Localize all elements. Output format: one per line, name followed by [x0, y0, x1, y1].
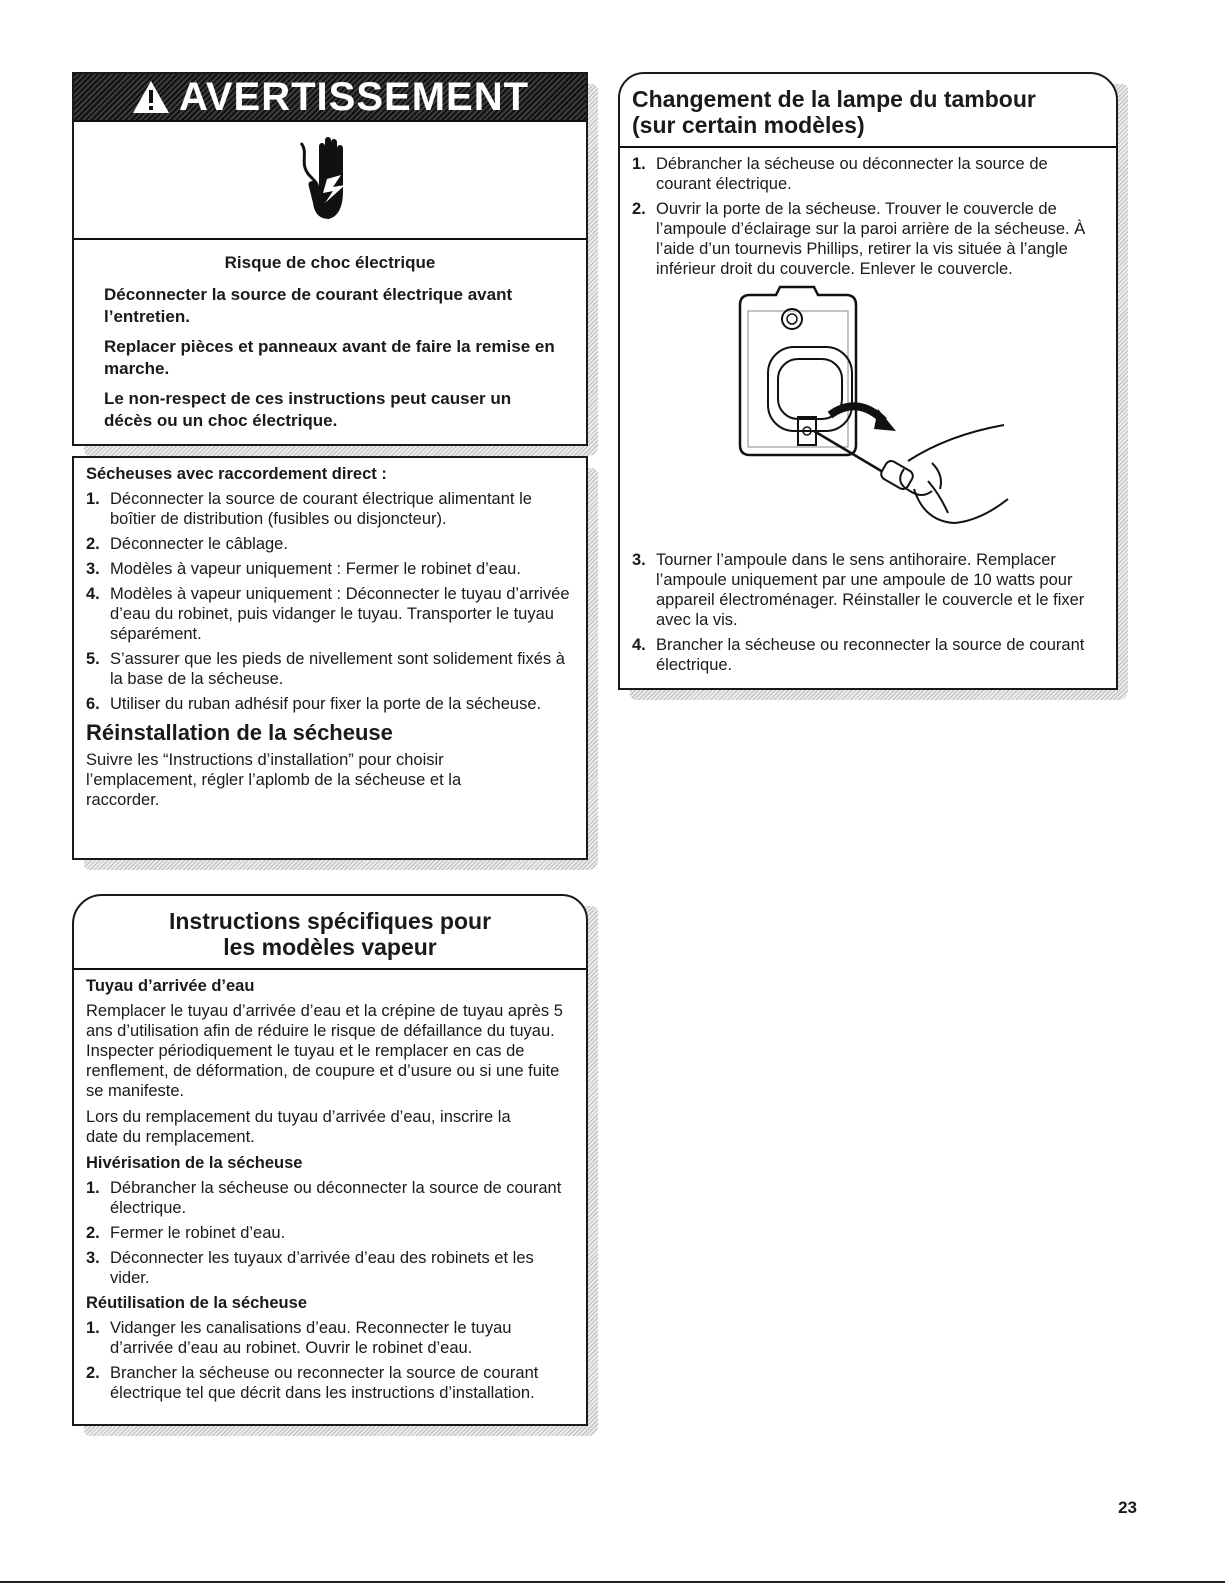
warning-banner — [74, 74, 586, 122]
reinstall-text: Suivre les “Instructions d’installation” pour choisir l’emplacement, régler l’aplomb de la sécheuse et la raccorder. — [86, 751, 462, 809]
list-item: 1. Débrancher la sécheuse ou déconnecter la source de courant électrique. — [86, 1179, 562, 1217]
warning-risk-heading: Risque de choc électrique — [224, 253, 436, 272]
warning-triangle-icon — [131, 79, 171, 115]
warning-line: Le non-respect de ces instructions peut causer un décès ou un choc électrique. — [104, 389, 512, 430]
winterize-steps — [86, 1178, 574, 1288]
direct-wired-steps — [86, 489, 574, 714]
reuse-steps — [86, 1318, 574, 1403]
list-item: 3. Déconnecter les tuyaux d’arrivée d’eau des robinets et les vider. — [86, 1249, 534, 1287]
warning-line: Déconnecter la source de courant électrique avant l’entretien. — [104, 285, 513, 326]
reuse-heading: Réutilisation de la sécheuse — [86, 1294, 307, 1312]
drum-lamp-steps-continued — [632, 550, 1104, 675]
hose-paragraph: Lors du remplacement du tuyau d’arrivée d’eau, inscrire la date du remplacement. — [86, 1108, 511, 1146]
lamp-cover-illustration — [632, 285, 1104, 540]
list-item: 1. Vidanger les canalisations d’eau. Reconnecter le tuyau d’arrivée d’eau au robinet. Ouvrir le robinet d’eau. — [86, 1319, 512, 1357]
direct-wired-box — [72, 456, 588, 860]
warning-title: AVERTISSEMENT — [178, 74, 530, 119]
list-item: 6. Utiliser du ruban adhésif pour fixer la porte de la sécheuse. — [86, 695, 542, 713]
list-item: 5. S’assurer que les pieds de nivellement sont solidement fixés à la base de la sécheuse. — [86, 650, 565, 688]
reinstall-heading: Réinstallation de la sécheuse — [86, 720, 393, 745]
warning-line: Replacer pièces et panneaux avant de faire la remise en marche. — [104, 337, 555, 378]
winterize-heading: Hivérisation de la sécheuse — [86, 1154, 303, 1172]
page-number: 23 — [1118, 1498, 1137, 1517]
steam-title: Instructions spécifiques pour les modèles vapeur — [74, 896, 586, 970]
warning-box — [72, 72, 588, 446]
hose-paragraph: Remplacer le tuyau d’arrivée d’eau et la crépine de tuyau après 5 ans d’utilisation afin de réduire le risque de défaillance du tuyau. Inspecter périodiquement le tuyau et le remplacer en cas de renflement, de déformation, de coupure et d’usure ou si une fuite se manifeste. — [86, 1002, 563, 1100]
list-item: 2. Déconnecter le câblage. — [86, 535, 288, 553]
drum-lamp-steps — [632, 154, 1104, 279]
drum-lamp-title: Changement de la lampe du tambour (sur certain modèles) — [620, 74, 1116, 148]
list-item: 2. Ouvrir la porte de la sécheuse. Trouver le couvercle de l’ampoule d’éclairage sur la paroi arrière de la sécheuse. À l’aide d’un tournevis Phillips, retirer la vis située à l’angle inférieur droit du couvercle. Enlever le couvercle. — [632, 200, 1086, 278]
list-item: 4. Modèles à vapeur uniquement : Déconnecter le tuyau d’arrivée d’eau du robinet, puis vidanger le tuyau. Transporter le tuyau séparément. — [86, 585, 570, 643]
list-item: 2. Fermer le robinet d’eau. — [86, 1224, 286, 1242]
list-item: 4. Brancher la sécheuse ou reconnecter la source de courant électrique. — [632, 636, 1085, 674]
hose-heading: Tuyau d’arrivée d’eau — [86, 977, 255, 995]
electric-shock-hand-icon — [74, 122, 586, 240]
list-item: 3. Tourner l’ampoule dans le sens antihoraire. Remplacer l’ampoule uniquement par une ampoule de 10 watts pour appareil électroménager. Réinstaller le couvercle et le fixer avec la vis. — [632, 551, 1085, 629]
list-item: 2. Brancher la sécheuse ou reconnecter la source de courant électrique tel que décrit dans les instructions d’installation. — [86, 1364, 539, 1402]
steam-models-box — [72, 894, 588, 1426]
list-item: 1. Déconnecter la source de courant électrique alimentant le boîtier de distribution (fusibles ou disjoncteur). — [86, 490, 532, 528]
page-bottom-divider — [0, 1581, 1225, 1583]
drum-lamp-box — [618, 72, 1118, 690]
list-item: 3. Modèles à vapeur uniquement : Fermer le robinet d’eau. — [86, 560, 521, 578]
direct-wired-heading: Sécheuses avec raccordement direct : — [86, 465, 387, 483]
list-item: 1. Débrancher la sécheuse ou déconnecter la source de courant électrique. — [632, 155, 1048, 193]
